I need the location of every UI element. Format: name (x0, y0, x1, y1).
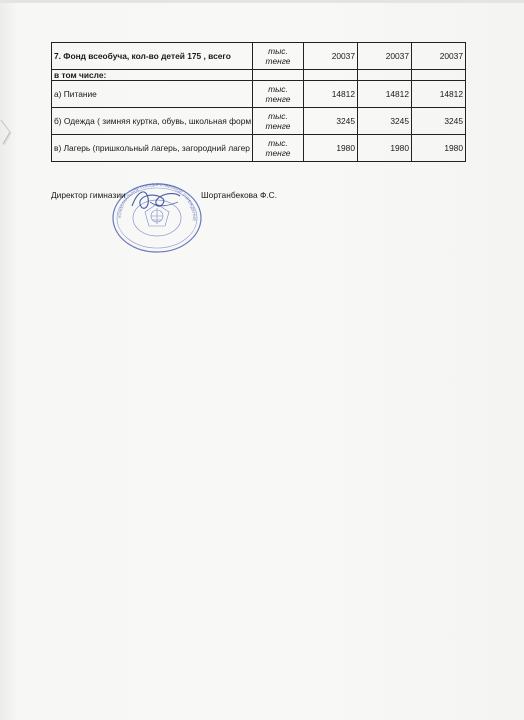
row-value-1 (304, 70, 358, 81)
signatory-name: Шортанбекова Ф.С. (201, 190, 278, 200)
row-value-2: 14812 (358, 81, 412, 108)
signatory-title: Директор гимназии (51, 190, 126, 200)
row-label: 7. Фонд всеобуча, кол-во детей 175 , всего (52, 43, 253, 70)
row-value-3: 14812 (412, 81, 466, 108)
row-label: а) Питание (52, 81, 253, 108)
row-unit: тыс. тенге (253, 43, 304, 70)
row-label: в) Лагерь (пришкольный лагерь, загородний лагер (52, 135, 253, 162)
row-value-1: 1980 (304, 135, 358, 162)
table-row (52, 81, 466, 108)
row-label: б) Одежда ( зимняя куртка, обувь, школьная форм (52, 108, 253, 135)
fund-table (51, 42, 466, 162)
paper-edge (0, 0, 524, 3)
staple-mark-icon (0, 118, 14, 148)
table-row (52, 43, 466, 70)
table-row (52, 135, 466, 162)
row-value-1: 20037 (304, 43, 358, 70)
row-value-2 (358, 70, 412, 81)
table-row (52, 108, 466, 135)
row-value-1: 14812 (304, 81, 358, 108)
row-unit: тыс. тенге (253, 108, 304, 135)
row-value-3 (412, 70, 466, 81)
table-row (52, 70, 466, 81)
signature-icon (128, 184, 188, 220)
row-value-2: 1980 (358, 135, 412, 162)
stamp-text: КОММУНАЛЬНОЕ ГОСУДАРСТВЕННОЕ УЧРЕЖДЕНИЕ (116, 182, 198, 222)
row-unit: тыс. тенге (253, 81, 304, 108)
row-value-1: 3245 (304, 108, 358, 135)
row-value-3: 3245 (412, 108, 466, 135)
row-value-2: 3245 (358, 108, 412, 135)
row-value-3: 20037 (412, 43, 466, 70)
row-unit: тыс. тенге (253, 135, 304, 162)
row-unit (253, 70, 304, 81)
row-value-2: 20037 (358, 43, 412, 70)
row-value-3: 1980 (412, 135, 466, 162)
row-label: в том числе: (52, 70, 253, 81)
